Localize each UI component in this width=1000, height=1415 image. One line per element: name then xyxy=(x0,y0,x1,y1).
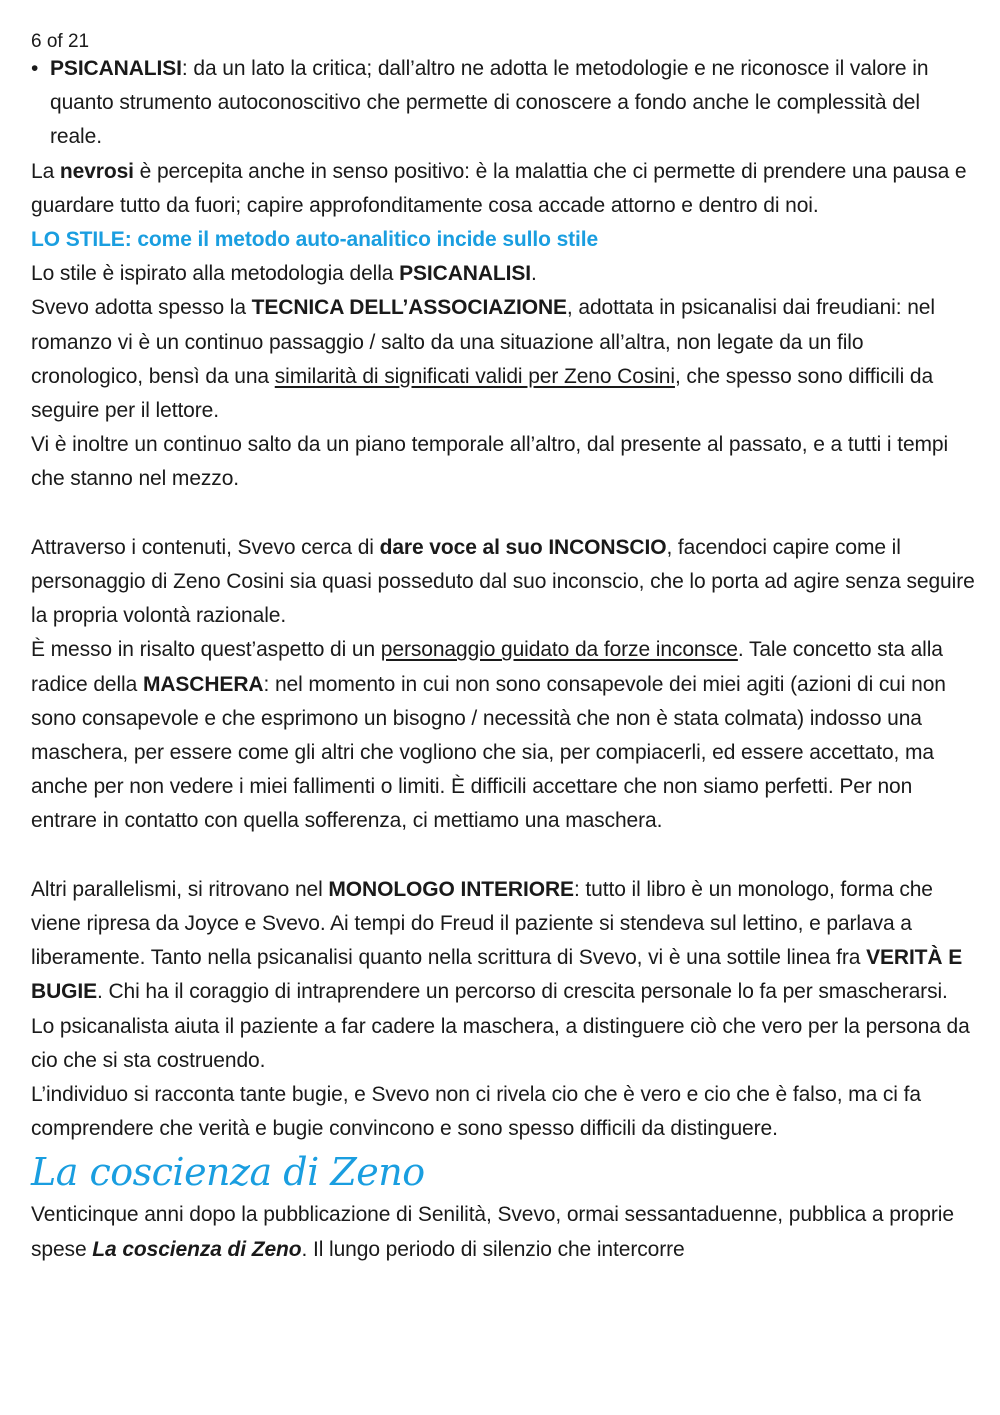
text-run: : nel momento in cui non sono consapevole dei miei agiti (azioni di cui non sono consapevole e che esprimono un bisogno / necessità che non è stata colmata) indosso una maschera, per essere come gli altri che vogliono che sia, per compiacerli, ed essere accettato, ma anche per non vedere i miei fallimenti o limiti. È difficili accettare che non siamo perfetti. Per non entrare in contatto con quella sofferenza, ci mettiamo una maschera. xyxy=(31,672,946,833)
text-run: . Il lungo periodo di silenzio che intercorre xyxy=(301,1237,685,1261)
term-psicanalisi: PSICANALISI xyxy=(50,57,182,80)
paragraph-gap xyxy=(31,839,976,873)
text-run: Altri parallelismi, si ritrovano nel xyxy=(31,877,329,901)
paragraph-gap xyxy=(31,497,976,531)
underlined-similarita: similarità di significati validi per Zeno Cosini xyxy=(274,364,675,388)
term-psicanalisi-2: PSICANALISI xyxy=(399,262,532,286)
paragraph-stile xyxy=(31,257,976,291)
term-nevrosi: nevrosi xyxy=(59,159,134,183)
page-content xyxy=(31,52,976,1267)
text-run: : tutto il libro è un monologo, forma che viene ripresa da Joyce e Svevo. Ai tempi do Freud il paziente si stendeva sul lettino, e parlava a liberamente. Tanto nella psicanalisi quanto nella scrittura di Svevo, vi è una sottile linea fra xyxy=(31,877,933,970)
book-title-coscienza: La coscienza di Zeno xyxy=(92,1237,302,1261)
paragraph-nevrosi xyxy=(31,155,976,223)
underlined-personaggio: personaggio guidato da forze inconsce xyxy=(380,638,738,662)
text-run: Venticinque anni dopo la pubblicazione di Senilità, Svevo, ormai sessantaduenne, pubblica a proprie spese xyxy=(31,1203,954,1261)
bullet-text: : da un lato la critica; dall’altro ne adotta le metodologie e ne riconosce il valore in quanto strumento autoconoscitivo che permette di conoscere a fondo anche le complessità del reale. xyxy=(50,57,929,149)
term-monologo-interiore: MONOLOGO INTERIORE xyxy=(328,877,574,901)
paragraph-inconscio xyxy=(31,531,976,634)
paragraph-salto: Vi è inoltre un continuo salto da un piano temporale all’altro, dal presente al passato, e a tutti i tempi che stanno nel mezzo. xyxy=(31,433,949,491)
text-run: Attraverso i contenuti, Svevo cerca di xyxy=(31,535,380,559)
text-run: Svevo adotta spesso la xyxy=(31,296,252,320)
paragraph-maschera xyxy=(31,633,976,838)
text-run: . xyxy=(531,262,537,286)
text-run: , facendoci capire come il personaggio di Zeno Cosini sia quasi posseduto dal suo inconscio, che lo porta ad agire senza seguire la propria volontà razionale. xyxy=(31,535,975,628)
paragraph-tecnica xyxy=(31,291,976,428)
paragraph-venticinque xyxy=(31,1198,976,1266)
term-verita-bugie: VERITÀ E BUGIE xyxy=(31,946,963,1004)
section-heading-stile: LO STILE: come il metodo auto-analitico incide sullo stile xyxy=(31,228,599,252)
bullet-psicanalisi xyxy=(31,52,976,155)
text-run: Lo stile è ispirato alla metodologia della xyxy=(31,262,400,286)
title-coscienza-di-zeno: La coscienza di Zeno xyxy=(31,1150,425,1195)
term-inconscio: dare voce al suo INCONSCIO xyxy=(379,535,667,559)
text-run: È messo in risalto quest’aspetto di un xyxy=(31,638,381,662)
bullet-icon: • xyxy=(31,57,39,80)
term-maschera: MASCHERA xyxy=(142,672,264,696)
text-run: , che spesso sono difficili da seguire per il lettore. xyxy=(31,364,934,423)
text-run: La xyxy=(31,159,60,183)
term-tecnica-associazione: TECNICA DELL’ASSOCIAZIONE xyxy=(251,296,567,320)
text-run: . Chi ha il coraggio di intraprendere un percorso di crescita personale lo fa per smascherarsi. Lo psicanalista aiuta il paziente a far cadere la maschera, a distinguere ciò che vero per la persona da cio che si sta costruendo. xyxy=(31,980,970,1072)
paragraph-bugie: L’individuo si racconta tante bugie, e Svevo non ci rivela cio che è vero e cio che è falso, ma ci fa comprendere che verità e bugie convincono e sono spesso difficili da distinguere. xyxy=(31,1083,921,1141)
text-run: è percepita anche in senso positivo: è la malattia che ci permette di prendere una pausa e guardare tutto da fuori; capire approfonditamente cosa accade attorno e dentro di noi. xyxy=(31,159,967,217)
page-number: 6 of 21 xyxy=(31,31,90,52)
text-run: , adottata in psicanalisi dai freudiani: nel romanzo vi è un continuo passaggio / salto da una situazione all’altra, non legate da un filo cronologico, bensì da una xyxy=(31,296,935,388)
paragraph-monologo xyxy=(31,873,976,1078)
text-run: . Tale concetto sta alla radice della xyxy=(31,638,943,696)
